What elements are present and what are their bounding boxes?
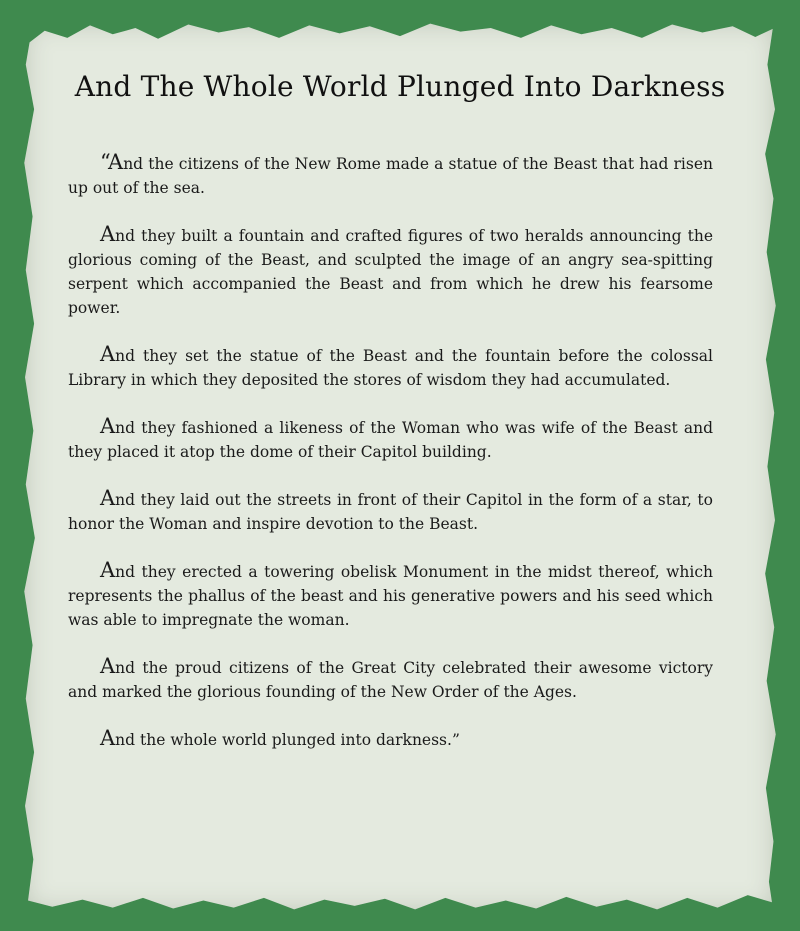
- paragraph-text: nd they built a fountain and crafted figures of two heralds announcing the glorious coming of the Beast, and sculpted the image of an angry sea-spitting serpent which accompanied the Beast and from which he drew his fearsome power.: [68, 227, 713, 317]
- scripture-text: [68, 152, 713, 752]
- drop-initial: A: [100, 726, 116, 750]
- paragraph-text: nd the citizens of the New Rome made a statue of the Beast that had risen up out of the sea.: [68, 155, 713, 197]
- drop-initial: A: [100, 654, 116, 678]
- paragraph-text: nd they set the statue of the Beast and the fountain before the colossal Library in which they deposited the stores of wisdom they had accumulated.: [68, 347, 713, 389]
- paragraph-text: nd the proud citizens of the Great City celebrated their awesome victory and marked the glorious founding of the New Order of the Ages.: [68, 659, 713, 701]
- paragraph-7: [68, 656, 713, 704]
- paragraph-2: [68, 224, 713, 320]
- drop-initial: A: [100, 414, 116, 438]
- drop-initial: A: [100, 558, 116, 582]
- drop-initial: A: [100, 222, 116, 246]
- paragraph-6: [68, 560, 713, 632]
- paragraph-8: [68, 728, 713, 752]
- paragraph-text: nd they erected a towering obelisk Monument in the midst thereof, which represents the phallus of the beast and his generative powers and his seed which was able to impregnate the woman.: [68, 563, 713, 629]
- drop-initial: A: [100, 486, 116, 510]
- paragraph-3: [68, 344, 713, 392]
- paragraph-1: [68, 152, 713, 200]
- page-title: And The Whole World Plunged Into Darkness: [74, 70, 726, 103]
- paragraph-text: nd they fashioned a likeness of the Woman who was wife of the Beast and they placed it atop the dome of their Capitol building.: [68, 419, 713, 461]
- drop-initial: A: [100, 342, 116, 366]
- paragraph-text: nd the whole world plunged into darkness.”: [115, 731, 460, 749]
- paragraph-4: [68, 416, 713, 464]
- paragraph-text: nd they laid out the streets in front of their Capitol in the form of a star, to honor the Woman and inspire devotion to the Beast.: [68, 491, 713, 533]
- drop-initial: “A: [100, 150, 124, 174]
- paragraph-5: [68, 488, 713, 536]
